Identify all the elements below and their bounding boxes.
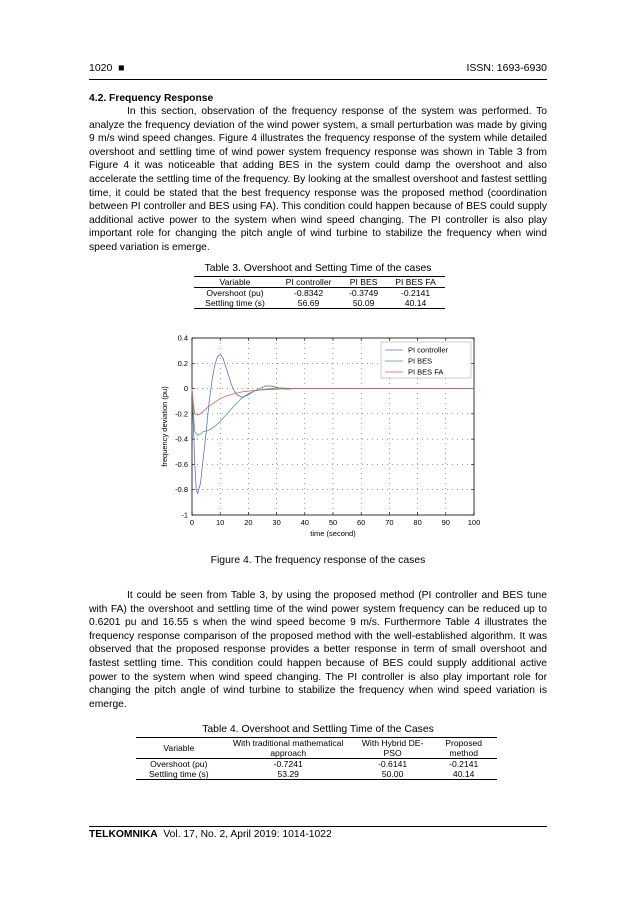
x-tick-label: 50 <box>328 518 338 527</box>
table-cell: 56.69 <box>297 298 320 308</box>
table-cell: Settling time (s) <box>205 298 265 308</box>
paragraph-1 <box>89 105 547 255</box>
legend-label: PI controller <box>408 345 449 355</box>
x-tick-label: 90 <box>441 518 450 527</box>
y-tick-label: 0.4 <box>177 333 188 343</box>
table-header-row <box>136 738 497 759</box>
table-cell: -0.2141 <box>449 759 479 769</box>
table-header-cell: With Hybrid DE-PSO <box>355 738 431 759</box>
figure4-caption: Figure 4. The frequency response of the cases <box>210 555 426 566</box>
table-header-cell: PI BES <box>341 277 386 288</box>
x-tick-label: 30 <box>272 518 281 527</box>
x-tick-label: 60 <box>357 518 366 527</box>
table-row <box>194 298 445 309</box>
table3 <box>194 276 445 309</box>
paragraph-1-text: In this section, observation of the frequency response of the system was performed. To analyze the frequency deviation of the wind power system, a small perturbation was made by giving 9 m/s wind speed changes. Figure 4 illustrates the frequency response of the system while detailed overshoot and settling time of wind power system frequency response was shown in Table 3 from Figure 4 it was noticeable that adding BES in the system could damp the overshoot and also accelerate the settling time of the frequency. By looking at the smallest overshoot and fastest settling time, it could be stated that the best frequency response was the proposed method (coordination between PI controller and BES using FA). This condition could happen because of BES could supply additional active power to the system when wind speed changing. The PI controller is also play important role for changing the pitch angle of wind turbine to stabilize the frequency when wind speed variation is emerge. <box>89 106 547 253</box>
table-cell: Settling time (s) <box>148 769 209 779</box>
table4 <box>136 737 497 780</box>
table-cell: -0.7241 <box>273 759 303 769</box>
table-header-cell: Variable <box>136 738 222 759</box>
table-header-cell: Proposed method <box>430 738 497 759</box>
table-cell: 40.14 <box>404 298 427 308</box>
table-cell: 50.09 <box>352 298 375 308</box>
x-tick-label: 70 <box>385 518 394 527</box>
y-tick-label: -0.4 <box>175 434 188 444</box>
x-axis-label: time (second) <box>310 529 356 538</box>
x-tick-label: 10 <box>216 518 225 527</box>
table-row <box>194 288 445 299</box>
footer-rule <box>89 826 547 827</box>
y-tick-label: -0.2 <box>175 409 188 419</box>
x-tick-label: 20 <box>244 518 253 527</box>
table-row <box>136 769 497 780</box>
table-cell: -0.2141 <box>400 288 431 298</box>
table-cell: 50.00 <box>381 769 404 779</box>
x-tick-label: 100 <box>467 518 481 527</box>
header-rule <box>89 79 547 80</box>
table-cell: -0.8342 <box>293 288 324 298</box>
table-row <box>136 759 497 770</box>
y-tick-label: -1 <box>181 510 188 520</box>
bullet-icon: ■ <box>118 62 125 74</box>
y-tick-label: 0 <box>183 384 188 394</box>
x-tick-label: 0 <box>189 518 195 527</box>
page-number: 1020 <box>89 62 113 74</box>
legend-label: PI BES <box>408 356 433 366</box>
journal-info: Vol. 17, No. 2, April 2019: 1014-1022 <box>163 829 332 840</box>
paragraph-2-text: It could be seen from Table 3, by using the proposed method (PI controller and BES tune with FA) the overshoot and settling time of the wind power system frequency can be reduced up to 0.6201 pu and 16.55 s when the wind speed become 9 m/s. Furthermore Table 4 illustrates the frequency response comparison of the proposed method with the well-established algorithm. It was observed that the proposed response provides a better response in term of small overshoot and fastest settling time. This condition could happen because of BES could supply additional active power to the system when wind speed changing. The PI controller is also play important role for changing the pitch angle of wind turbine to stabilize the frequency when wind speed variation is emerge. <box>89 590 547 710</box>
journal-name: TELKOMNIKA <box>89 829 158 840</box>
table-cell: Overshoot (pu) <box>206 288 264 298</box>
issn: ISSN: 1693-6930 <box>466 62 547 74</box>
table-cell: 53.29 <box>277 769 299 779</box>
table-cell: -0.3749 <box>349 288 379 298</box>
y-tick-label: -0.8 <box>175 485 188 495</box>
table4-caption: Table 4. Overshoot and Settling Time of the Cases <box>202 724 434 735</box>
section-title: 4.2. Frequency Response <box>89 93 214 104</box>
y-axis-label: frequency deviation (pu) <box>160 386 169 467</box>
table-header-cell: With traditional mathematical approach <box>222 738 355 759</box>
table-cell: 40.14 <box>452 769 475 779</box>
table-header-cell: PI BES FA <box>386 277 445 288</box>
table-header-cell: PI controller <box>276 277 341 288</box>
page-footer <box>89 829 332 840</box>
table3-caption: Table 3. Overshoot and Setting Time of the cases <box>204 263 432 274</box>
table-header-cell: Variable <box>194 277 276 288</box>
table-cell: -0.6141 <box>378 759 408 769</box>
legend-label: PI BES FA <box>408 367 444 377</box>
y-tick-label: -0.6 <box>175 459 188 469</box>
table-header-row <box>194 277 445 288</box>
header-left <box>89 62 125 74</box>
frequency-response-chart <box>155 330 485 545</box>
x-tick-label: 40 <box>300 518 309 527</box>
table-cell: Overshoot (pu) <box>150 759 208 769</box>
x-tick-label: 80 <box>413 518 422 527</box>
y-tick-label: 0.2 <box>177 358 188 368</box>
paragraph-2 <box>89 589 547 711</box>
